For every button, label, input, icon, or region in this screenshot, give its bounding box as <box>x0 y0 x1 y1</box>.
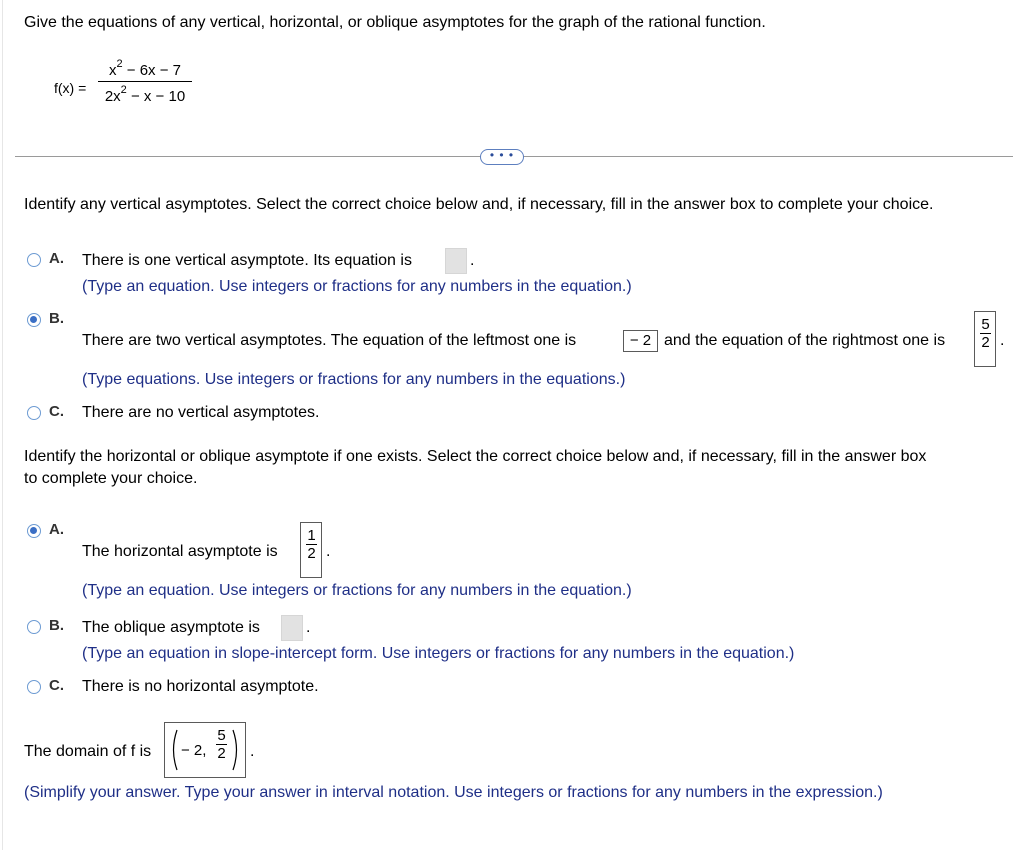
vertical-option-c-letter: C. <box>49 403 64 420</box>
horizontal-option-b-text: The oblique asymptote is <box>82 619 260 636</box>
fraction-numerator: 5 <box>217 727 226 744</box>
vertical-right-fraction <box>980 316 991 351</box>
horizontal-option-b-letter: B. <box>49 617 64 634</box>
fraction-denominator: 2 <box>217 745 226 762</box>
domain-fraction <box>216 727 227 762</box>
period: . <box>306 619 311 636</box>
vertical-option-b-radio[interactable] <box>27 313 41 327</box>
horizontal-option-b-radio[interactable] <box>27 620 41 634</box>
domain-hint: (Simplify your answer. Type your answer in interval notation. Use integers or fractions for any numbers in the expression.) <box>24 784 883 801</box>
period: . <box>470 252 475 269</box>
vertical-instruction: Identify any vertical asymptotes. Select the correct choice below and, if necessary, fill in the answer box to complete your choice. <box>24 196 934 213</box>
vertical-option-a-letter: A. <box>49 250 64 267</box>
horizontal-option-b-hint: (Type an equation in slope-intercept form. Use integers or fractions for any numbers in the equation.) <box>82 645 795 662</box>
horizontal-option-c-radio[interactable] <box>27 680 41 694</box>
domain-answer-box[interactable] <box>164 722 246 778</box>
function-fraction <box>98 58 192 105</box>
horizontal-option-a-letter: A. <box>49 521 64 538</box>
horizontal-answer-box[interactable] <box>300 522 322 578</box>
period: . <box>326 543 331 560</box>
vertical-option-b-hint: (Type equations. Use integers or fractions for any numbers in the equations.) <box>82 371 626 388</box>
vertical-right-answer-box[interactable] <box>974 311 996 367</box>
question-prompt: Give the equations of any vertical, horizontal, or oblique asymptotes for the graph of the rational function. <box>24 14 766 31</box>
horizontal-option-a-radio[interactable] <box>27 524 41 538</box>
page-frame <box>2 0 1013 850</box>
horizontal-instruction-line1: Identify the horizontal or oblique asymptote if one exists. Select the correct choice below and, if necessary, fill in the answer box <box>24 448 927 465</box>
left-paren <box>169 729 179 771</box>
horizontal-option-a-text: The horizontal asymptote is <box>82 543 278 560</box>
function-label: f(x) = <box>54 80 87 96</box>
fraction-bar <box>98 81 192 82</box>
vertical-option-a-radio[interactable] <box>27 253 41 267</box>
fraction-numerator: 1 <box>307 527 316 544</box>
fraction-denominator: 2 <box>981 334 990 351</box>
vertical-option-c-text: There are no vertical asymptotes. <box>82 404 320 421</box>
more-button[interactable]: • • • <box>480 149 524 165</box>
vertical-left-answer-box[interactable]: − 2 <box>623 330 658 352</box>
horizontal-option-a-hint: (Type an equation. Use integers or fractions for any numbers in the equation.) <box>82 582 632 599</box>
vertical-option-a-hint: (Type an equation. Use integers or fractions for any numbers in the equation.) <box>82 278 632 295</box>
vertical-option-a-answer-box[interactable] <box>445 248 467 274</box>
period: . <box>250 743 255 760</box>
horizontal-option-c-letter: C. <box>49 677 64 694</box>
horizontal-fraction <box>306 527 317 562</box>
function-numerator: $x^2 - 6x - 7$ <box>109 58 181 79</box>
fraction-denominator: 2 <box>307 545 316 562</box>
vertical-option-b-letter: B. <box>49 310 64 327</box>
horizontal-option-c-text: There is no horizontal asymptote. <box>82 678 319 695</box>
vertical-option-c-radio[interactable] <box>27 406 41 420</box>
horizontal-instruction-line2: to complete your choice. <box>24 470 198 487</box>
domain-answer-lead: − 2, <box>181 742 207 759</box>
vertical-option-b-text-b: and the equation of the rightmost one is <box>664 332 946 349</box>
vertical-option-a-text: There is one vertical asymptote. Its equation is <box>82 252 412 269</box>
period: . <box>1000 332 1005 349</box>
oblique-answer-box[interactable] <box>281 615 303 641</box>
vertical-option-b-text-a: There are two vertical asymptotes. The equation of the leftmost one is <box>82 332 577 349</box>
function-denominator: $2x^2 - x - 10$ <box>104 84 186 105</box>
fraction-numerator: 5 <box>981 316 990 333</box>
domain-label: The domain of f is <box>24 743 152 760</box>
right-paren <box>231 729 241 771</box>
